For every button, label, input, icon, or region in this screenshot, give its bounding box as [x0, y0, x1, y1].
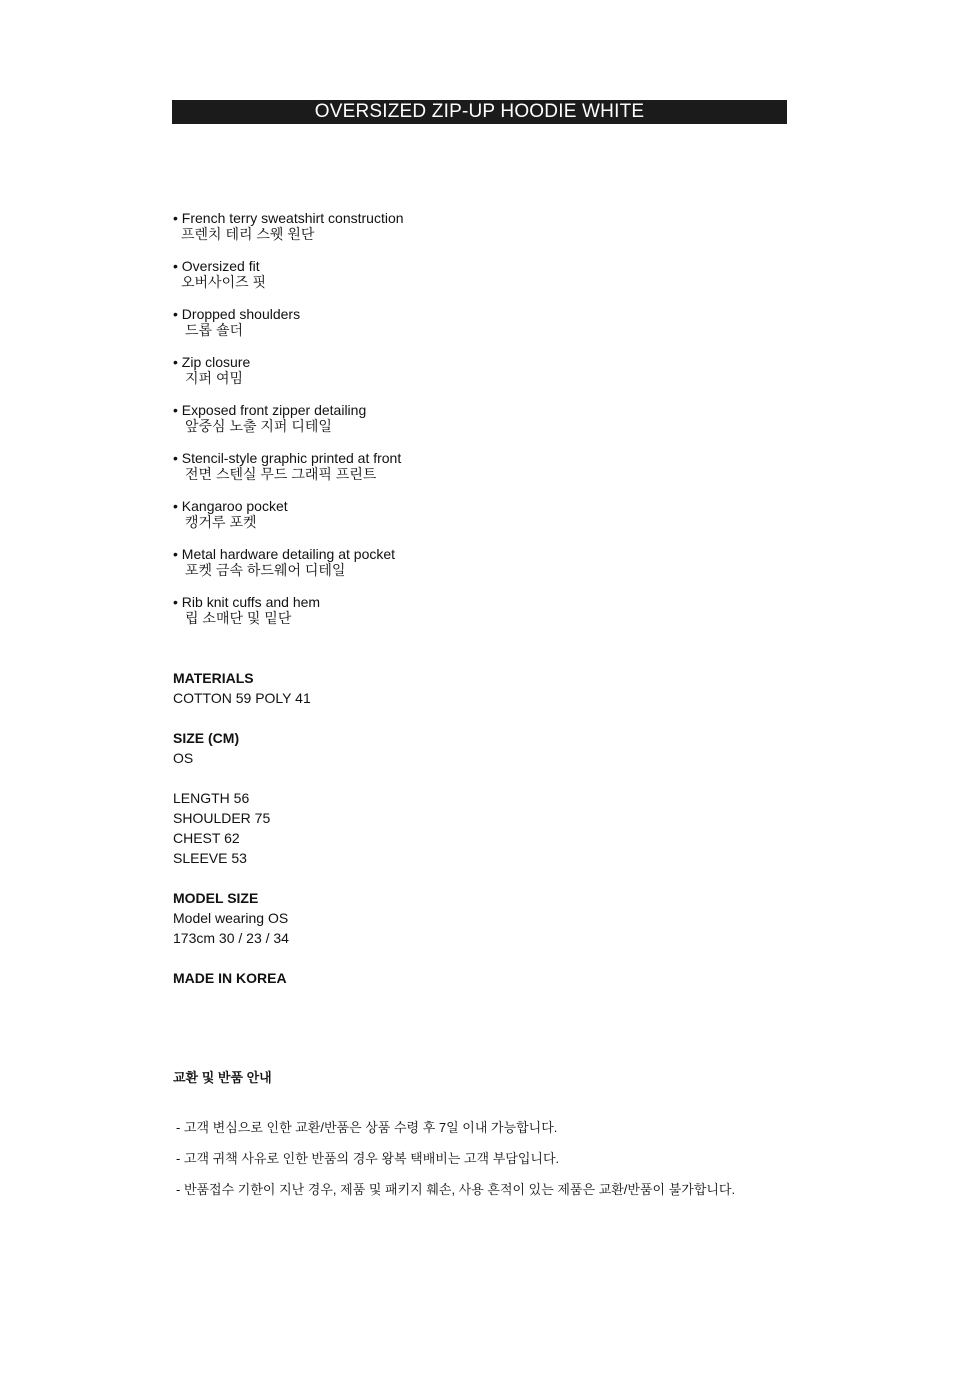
- feature-korean: 전면 스텐실 무드 그래픽 프린트: [185, 466, 377, 482]
- feature-korean: 드롭 숄더: [185, 322, 243, 338]
- feature-item: [173, 546, 673, 594]
- feature-english: • Dropped shoulders: [173, 306, 301, 322]
- feature-item: [173, 498, 673, 546]
- feature-item: [173, 210, 673, 258]
- notice-list: [176, 1118, 876, 1211]
- feature-korean: 립 소매단 및 밑단: [185, 610, 292, 626]
- feature-korean: 프렌치 테리 스웻 원단: [181, 226, 315, 242]
- feature-english: • French terry sweatshirt construction: [173, 210, 404, 226]
- notice-title: 교환 및 반품 안내: [173, 1070, 272, 1085]
- feature-english: • Oversized fit: [173, 258, 260, 274]
- feature-english: • Zip closure: [173, 354, 251, 370]
- model-size-line: 173cm 30 / 23 / 34: [173, 930, 289, 946]
- feature-korean: 앞중심 노출 지퍼 디테일: [185, 418, 332, 434]
- feature-english: • Rib knit cuffs and hem: [173, 594, 321, 610]
- notice-item: - 고객 귀책 사유로 인한 반품의 경우 왕복 택배비는 고객 부담입니다.: [176, 1151, 560, 1166]
- feature-korean: 오버사이즈 핏: [181, 274, 267, 290]
- notice-item: - 고객 변심으로 인한 교환/반품은 상품 수령 후 7일 이내 가능합니다.: [176, 1120, 558, 1135]
- feature-english: • Exposed front zipper detailing: [173, 402, 367, 418]
- measurement-shoulder: SHOULDER 75: [173, 810, 271, 826]
- product-title: OVERSIZED ZIP-UP HOODIE WHITE: [172, 100, 787, 124]
- feature-item: [173, 306, 673, 354]
- measurement-length: LENGTH 56: [173, 790, 250, 806]
- size-heading: SIZE (CM): [173, 730, 240, 746]
- notice-item: - 반품접수 기한이 지난 경우, 제품 및 패키지 훼손, 사용 흔적이 있는 제품은 교환/반품이 불가합니다.: [176, 1182, 736, 1197]
- feature-item: [173, 354, 673, 402]
- model-size-heading: MODEL SIZE: [173, 890, 259, 906]
- feature-english: • Stencil-style graphic printed at front: [173, 450, 402, 466]
- measurement-sleeve: SLEEVE 53: [173, 850, 247, 866]
- model-size-line: Model wearing OS: [173, 910, 289, 926]
- feature-list: [173, 210, 673, 642]
- feature-item: [173, 402, 673, 450]
- materials-heading: MATERIALS: [173, 670, 254, 686]
- origin-label: MADE IN KOREA: [173, 970, 287, 986]
- size-value: OS: [173, 750, 194, 766]
- feature-korean: 포켓 금속 하드웨어 디테일: [185, 562, 346, 578]
- feature-item: [173, 258, 673, 306]
- measurement-chest: CHEST 62: [173, 830, 240, 846]
- feature-item: [173, 450, 673, 498]
- feature-item: [173, 594, 673, 642]
- feature-english: • Metal hardware detailing at pocket: [173, 546, 396, 562]
- materials-value: COTTON 59 POLY 41: [173, 690, 311, 706]
- feature-english: • Kangaroo pocket: [173, 498, 288, 514]
- feature-korean: 지퍼 여밈: [185, 370, 243, 386]
- spec-section: [173, 668, 673, 988]
- feature-korean: 캥거루 포켓: [185, 514, 257, 530]
